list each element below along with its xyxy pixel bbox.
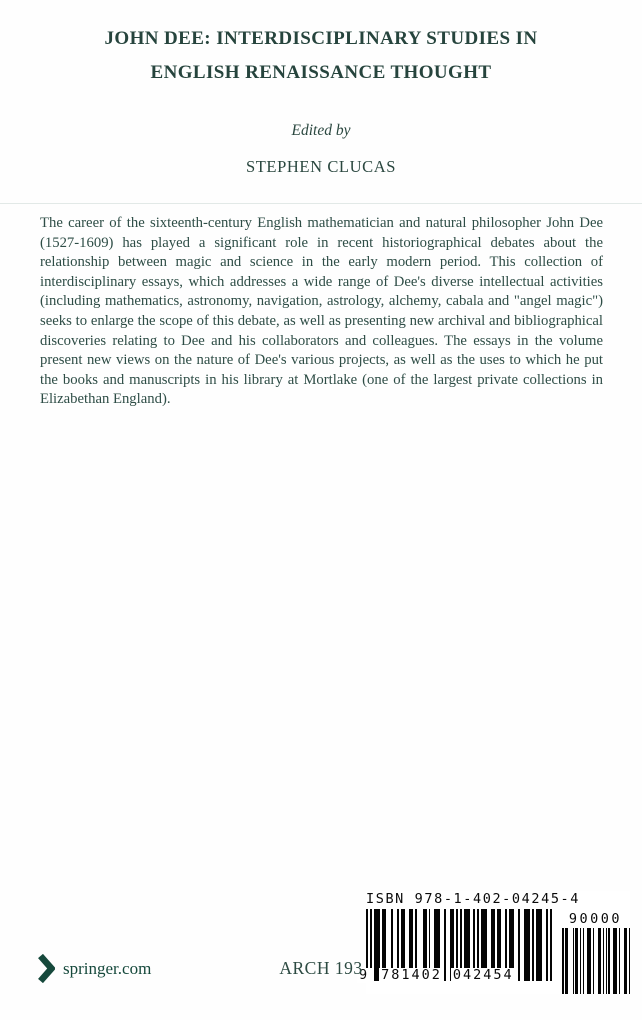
book-title-line-1: JOHN DEE: INTERDISCIPLINARY STUDIES IN (104, 28, 538, 49)
ean13-digit-group-1: 781402 (381, 967, 442, 983)
catalog-code: ARCH 193 (279, 958, 363, 978)
separator-line (0, 203, 642, 204)
isbn-number-label: ISBN 978-1-402-04245-4 (366, 891, 581, 907)
book-title (0, 22, 642, 90)
book-description: The career of the sixteenth-century English mathematician and natural philosopher John Dee (1527-1609) has played a significant role in recent historiographical debates about the relationship between magic and science in the early modern period. This collection of interdisciplinary essays, which addresses a wide range of Dee's diverse intellectual activities (including mathematics, astronomy, navigation, astrology, alchemy, cabala and "angel magic") seeks to enlarge the scope of this debate, as well as presenting new archival and bibliographical discoveries relating to Dee and his collaborators and colleagues. The essays in the volume present new views on the nature of Dee's various projects, as well as the uses to which he put the books and manuscripts in his library at Mortlake (one of the largest private collections in Elizabethan England). (40, 215, 603, 408)
ean13-digit-group-2: 042454 (452, 967, 514, 983)
book-title-line-2: ENGLISH RENAISSANCE THOUGHT (150, 62, 492, 83)
editor-name: STEPHEN CLUCAS (245, 157, 397, 176)
publisher-site: springer.com (63, 958, 152, 978)
edited-by-label: Edited by (291, 122, 351, 139)
supplement-code-label: 90000 (568, 911, 623, 927)
barcode-row (359, 909, 630, 994)
ean13-lead-digit: 9 (357, 968, 374, 983)
ean5-supplement-barcode (561, 909, 630, 994)
